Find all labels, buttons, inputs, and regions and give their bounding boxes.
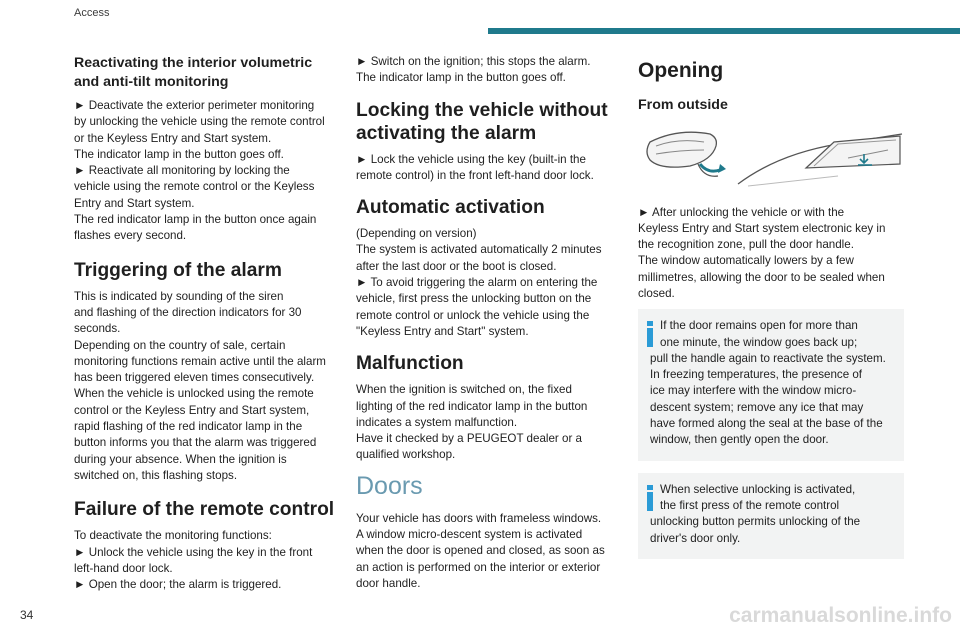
text-line: ice may interfere with the window micro-: [650, 384, 857, 398]
heading-line: Reactivating the interior volumetric: [74, 55, 313, 71]
text-line: "Keyless Entry and Start" system.: [356, 324, 529, 338]
heading-reactivating: [74, 54, 340, 91]
text-line: The indicator lamp in the button goes off.: [74, 147, 284, 161]
text-line: and flashing of the direction indicators for 30: [74, 305, 302, 319]
text-line: left-hand door lock.: [74, 561, 173, 575]
text-line: descent system; remove any ice that may: [650, 400, 864, 414]
text-line: or the Keyless Entry and Start system.: [74, 131, 272, 145]
paragraph-switch-ignition: [356, 54, 618, 87]
text-line: Entry and Start system.: [74, 196, 195, 210]
paragraph-doors: [356, 511, 618, 592]
text-line: When the ignition is switched on, the fixed: [356, 383, 572, 397]
text-line: control or the Keyless Entry and Start system,: [74, 403, 310, 417]
paragraph-failure: [74, 528, 340, 593]
text-line: ► Open the door; the alarm is triggered.: [74, 578, 282, 592]
text-line: If the door remains open for more than: [660, 319, 858, 333]
door-handle-illustration: [638, 124, 904, 190]
text-line: When selective unlocking is activated,: [660, 482, 856, 496]
info-note-window: [638, 309, 904, 460]
note-text: [650, 318, 896, 448]
text-line: an action is performed on the interior or exterior: [356, 560, 601, 574]
text-line: vehicle, first press the unlocking button on the: [356, 292, 592, 306]
text-line: rapid flashing of the red indicator lamp in the: [74, 420, 303, 434]
text-line: In freezing temperatures, the presence of: [650, 368, 863, 382]
running-header-section: Access: [74, 7, 110, 19]
text-line: when the door is opened and closed, as soon as: [356, 544, 605, 558]
text-line: Keyless Entry and Start system electronic key in: [638, 221, 886, 235]
column-1: [74, 54, 340, 600]
text-line: lighting of the red indicator lamp in the button: [356, 399, 588, 413]
watermark: carmanualsonline.info: [729, 604, 952, 627]
text-line: remote control or unlock the vehicle using the: [356, 308, 590, 322]
text-line: (Depending on version): [356, 227, 477, 241]
text-line: monitoring functions remain active until the alarm: [74, 354, 326, 368]
heading-line: and anti-tilt monitoring: [74, 73, 229, 90]
info-icon: [647, 321, 653, 347]
text-line: Your vehicle has doors with frameless windows.: [356, 511, 602, 525]
heading-failure-remote: Failure of the remote control: [74, 499, 335, 521]
paragraph-from-outside: [638, 205, 904, 303]
text-line: ► Unlock the vehicle using the key in the front: [74, 545, 313, 559]
text-line: window, then gently open the door.: [650, 433, 829, 447]
text-line: closed.: [638, 286, 675, 300]
text-line: When the vehicle is unlocked using the remote: [74, 387, 314, 401]
paragraph-automatic: [356, 226, 618, 340]
text-line: the first press of the remote control: [660, 498, 840, 512]
text-line: pull the handle again to reactivate the system.: [650, 351, 886, 365]
text-line: flashes every second.: [74, 229, 187, 243]
page-number: 34: [20, 608, 34, 622]
text-line: This is indicated by sounding of the siren: [74, 289, 284, 303]
heading-triggering: Triggering of the alarm: [74, 259, 282, 281]
paragraph-malfunction: [356, 382, 618, 463]
column-3: [638, 54, 904, 571]
text-line: vehicle using the remote control or the Keyless: [74, 180, 315, 194]
paragraph-triggering: [74, 289, 340, 485]
note-text: [650, 482, 896, 547]
text-line: door handle.: [356, 576, 421, 590]
text-line: qualified workshop.: [356, 448, 456, 462]
text-line: ► To avoid triggering the alarm on entering the: [356, 276, 598, 290]
text-line: Depending on the country of sale, certain: [74, 338, 286, 352]
heading-malfunction: Malfunction: [356, 353, 464, 375]
text-line: ► Deactivate the exterior perimeter monitoring: [74, 99, 315, 112]
text-line: ► Lock the vehicle using the key (built-in the: [356, 152, 586, 166]
text-line: millimetres, allowing the door to be sealed when: [638, 270, 885, 284]
text-line: remote control) in the front left-hand door lock.: [356, 168, 594, 182]
paragraph-reactivating: [74, 98, 340, 245]
heading-doors: Doors: [356, 471, 423, 500]
heading-line: activating the alarm: [356, 122, 537, 144]
text-line: The indicator lamp in the button goes off.: [356, 71, 566, 85]
text-line: has been triggered eleven times consecutively.: [74, 371, 315, 385]
text-line: during your absence. When the ignition is: [74, 452, 287, 466]
text-line: A window micro-descent system is activated: [356, 528, 583, 542]
text-line: have formed along the seal at the base of the: [650, 417, 883, 431]
text-line: driver's door only.: [650, 531, 741, 545]
heading-opening: Opening: [638, 59, 724, 82]
text-line: The red indicator lamp in the button once again: [74, 213, 317, 227]
text-line: by unlocking the vehicle using the remote control: [74, 115, 325, 129]
heading-from-outside: From outside: [638, 97, 728, 113]
text-line: button informs you that the alarm was triggered: [74, 436, 317, 450]
info-note-selective-unlocking: [638, 473, 904, 559]
text-line: To deactivate the monitoring functions:: [74, 529, 272, 543]
text-line: after the last door or the boot is closed.: [356, 259, 557, 273]
header-accent-bar: [488, 28, 960, 34]
column-2: [356, 54, 618, 599]
text-line: Have it checked by a PEUGEOT dealer or a: [356, 432, 582, 446]
paragraph-locking: [356, 152, 618, 185]
text-line: seconds.: [74, 322, 121, 336]
text-line: indicates a system malfunction.: [356, 415, 518, 429]
heading-line: Locking the vehicle without: [356, 99, 608, 121]
text-line: The system is activated automatically 2 minutes: [356, 243, 602, 257]
heading-locking-without-alarm: [356, 99, 618, 145]
text-line: the recognition zone, pull the door handle.: [638, 238, 854, 252]
text-line: switched on, this flashing stops.: [74, 468, 238, 482]
text-line: ► Reactivate all monitoring by locking the: [74, 164, 290, 178]
text-line: ► Switch on the ignition; this stops the alarm.: [356, 55, 591, 68]
text-line: one minute, the window goes back up;: [660, 335, 858, 349]
heading-automatic-activation: Automatic activation: [356, 197, 545, 219]
text-line: ► After unlocking the vehicle or with the: [638, 205, 845, 219]
text-line: unlocking button permits unlocking of the: [650, 515, 861, 529]
info-icon: [647, 485, 653, 511]
text-line: The window automatically lowers by a few: [638, 254, 854, 268]
